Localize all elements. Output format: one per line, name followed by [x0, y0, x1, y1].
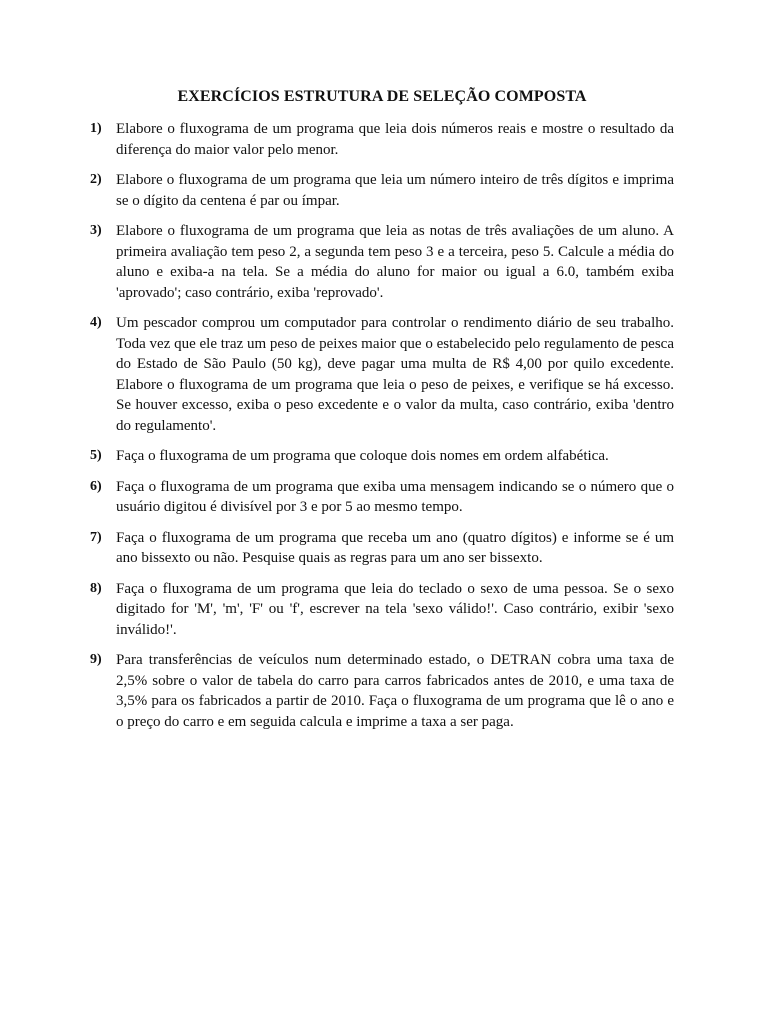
exercise-item: [90, 313, 674, 436]
exercise-item: [90, 170, 674, 211]
exercise-list: [90, 119, 674, 732]
exercise-item: [90, 446, 674, 467]
exercise-number: 1): [90, 121, 102, 136]
exercise-text: Para transferências de veículos num determinado estado, o DETRAN cobra uma taxa de 2,5% sobre o valor de tabela do carro para carros fabricados antes de 2010, e uma taxa de 3,5% para os fabricados a partir de 2010. Faça o fluxograma de um programa que lê o ano e o preço do carro e em seguida calcula e imprime a taxa a ser paga.: [116, 652, 674, 730]
exercise-text: Elabore o fluxograma de um programa que leia um número inteiro de três dígitos e imprima se o dígito da centena é par ou ímpar.: [116, 172, 674, 209]
exercise-item: [90, 528, 674, 569]
exercise-text: Faça o fluxograma de um programa que coloque dois nomes em ordem alfabética.: [116, 448, 609, 464]
document-title: EXERCÍCIOS ESTRUTURA DE SELEÇÃO COMPOSTA: [177, 88, 587, 105]
exercise-text: Elabore o fluxograma de um programa que leia dois números reais e mostre o resultado da diferença do maior valor pelo menor.: [116, 121, 674, 158]
exercise-text: Faça o fluxograma de um programa que exiba uma mensagem indicando se o número que o usuário digitou é divisível por 3 e por 5 ao mesmo tempo.: [116, 478, 674, 515]
exercise-item: [90, 650, 674, 732]
exercise-number: 2): [90, 172, 102, 187]
exercise-text: Faça o fluxograma de um programa que leia do teclado o sexo de uma pessoa. Se o sexo digitado for 'M', 'm', 'F' ou 'f', escrever na tela 'sexo válido!'. Caso contrário, exibir 'sexo inválido!'.: [116, 580, 674, 638]
exercise-text: Faça o fluxograma de um programa que receba um ano (quatro dígitos) e informe se é um ano bissexto ou não. Pesquise quais as regras para um ano ser bissexto.: [116, 529, 674, 566]
exercise-item: [90, 579, 674, 641]
exercise-text: Um pescador comprou um computador para controlar o rendimento diário de seu trabalho. Toda vez que ele traz um peso de peixes maior que o estabelecido pelo regulamento de pesca do Estado de São Paulo (50 kg), deve pagar uma multa de R$ 4,00 por quilo excedente. Elabore o fluxograma de um programa que leia o peso de peixes, e verifique se há excesso. Se houver excesso, exiba o peso excedente e o valor da multa, caso contrário, exiba 'dentro do regulamento'.: [116, 315, 674, 434]
exercise-item: [90, 221, 674, 303]
exercise-number: 5): [90, 448, 102, 463]
exercise-item: [90, 119, 674, 160]
exercise-number: 9): [90, 652, 102, 667]
exercise-number: 8): [90, 580, 102, 596]
exercise-number: 7): [90, 529, 102, 545]
exercise-number: 4): [90, 315, 102, 330]
exercise-number: 6): [90, 478, 102, 494]
exercise-number: 3): [90, 223, 102, 238]
exercise-item: [90, 477, 674, 518]
exercise-text: Elabore o fluxograma de um programa que leia as notas de três avaliações de um aluno. A primeira avaliação tem peso 2, a segunda tem peso 3 e a terceira, peso 5. Calcule a média do aluno e exiba-a na tela. Se a média do aluno for maior ou igual a 6.0, também exiba 'aprovado'; caso contrário, exiba 'reprovado'.: [116, 223, 674, 301]
